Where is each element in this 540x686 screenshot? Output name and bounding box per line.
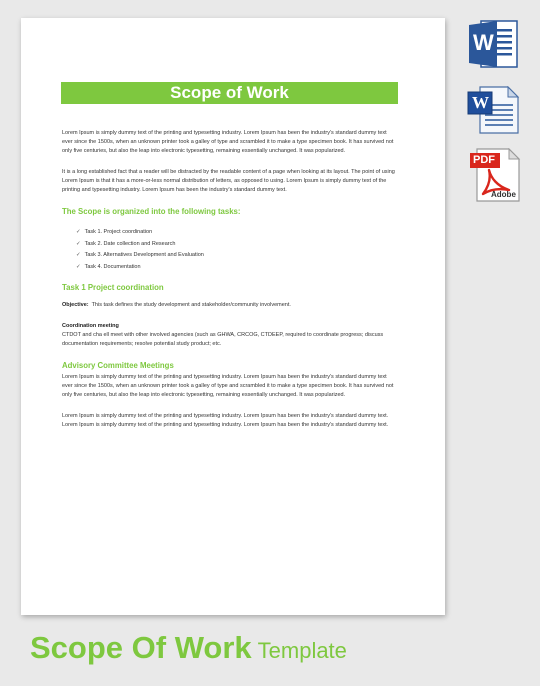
footer-title-light: Template	[257, 638, 347, 663]
document-title: Scope of Work	[61, 82, 398, 104]
pdf-label: PDF	[473, 154, 495, 166]
list-item: ✓ Task 2. Date collection and Research	[76, 240, 176, 247]
task-list	[62, 227, 398, 273]
list-item: ✓ Task 1. Project coordination	[76, 229, 153, 235]
intro-paragraph-1: Lorem Ipsum is simply dummy text of the printing and typesetting industry. Lorem Ipsum has been the industry's standard dummy text ever since the 1500s, when an unknown printer took a galley of type and scrambled it to make a type specimen book. It has survived not only five centuries, but also the leap into electronic typesetting, remaining essentially unchanged. It was popularized.	[62, 130, 394, 154]
footer-title	[30, 628, 347, 671]
list-item: ✓ Task 4. Documentation	[76, 263, 141, 270]
objective-text: This task defines the study development and stakeholder/community involvement.	[91, 302, 291, 308]
advisory-paragraph-1: Lorem Ipsum is simply dummy text of the printing and typesetting industry. Lorem Ipsum has been the industry's standard dummy text ever since the 1500s, when an unknown printer took a galley of type and scrambled it to make a type specimen book. It has survived not only five centuries, but also the leap into electronic typesetting, remaining essentially unchanged. It was popularized.	[62, 374, 394, 398]
list-item: ✓ Task 3. Alternatives Development and Evaluation	[76, 252, 204, 258]
intro-paragraph-2: It is a long established fact that a reader will be distracted by the readable content of a page when looking at its layout. The point of using Lorem Ipsum is that it has a more-or-less normal distribution of letters, as opposed to using. Lorem Ipsum is simply dummy text of the printing and typesetting industry. Lorem Ipsum has been the industry's standard dummy text.	[62, 169, 395, 193]
checkmark-icon: ✓	[76, 240, 81, 247]
coordination-text: CTDOT and cha ell meet with other involved agencies (such as GHWA, CRCOG, CTDEEP, required to coordinate progress; discuss documentation requirements; resolve potential study product; etc.	[62, 332, 384, 347]
document-body	[62, 129, 398, 442]
adobe-label: Adobe	[491, 190, 516, 199]
advisory-paragraph-2: Lorem Ipsum is simply dummy text of the printing and typesetting industry. Lorem Ipsum has been the industry's standard dummy text. Lorem Ipsum is simply dummy text of the printing and typesetting industry. Lorem Ipsum has been the industry's standard dummy text.	[62, 413, 389, 428]
task1-heading: Task 1 Project coordination	[62, 283, 164, 292]
objective-paragraph	[62, 301, 398, 310]
checkmark-icon: ✓	[76, 252, 81, 258]
word-document-icon[interactable]	[467, 19, 519, 69]
pdf-document-icon[interactable]	[469, 148, 521, 202]
objective-label: Objective:	[62, 302, 89, 308]
tasks-heading: The Scope is organized into the following tasks:	[62, 207, 241, 216]
coordination-heading: Coordination meeting	[62, 323, 119, 329]
checkmark-icon: ✓	[76, 263, 81, 270]
word-legacy-letter: W	[472, 93, 489, 112]
word-legacy-document-icon[interactable]	[466, 86, 520, 134]
document-page	[21, 18, 445, 615]
advisory-heading: Advisory Committee Meetings	[62, 361, 174, 370]
checkmark-icon: ✓	[76, 229, 81, 235]
word-letter: W	[473, 30, 494, 55]
footer-title-strong: Scope Of Work	[30, 630, 252, 665]
